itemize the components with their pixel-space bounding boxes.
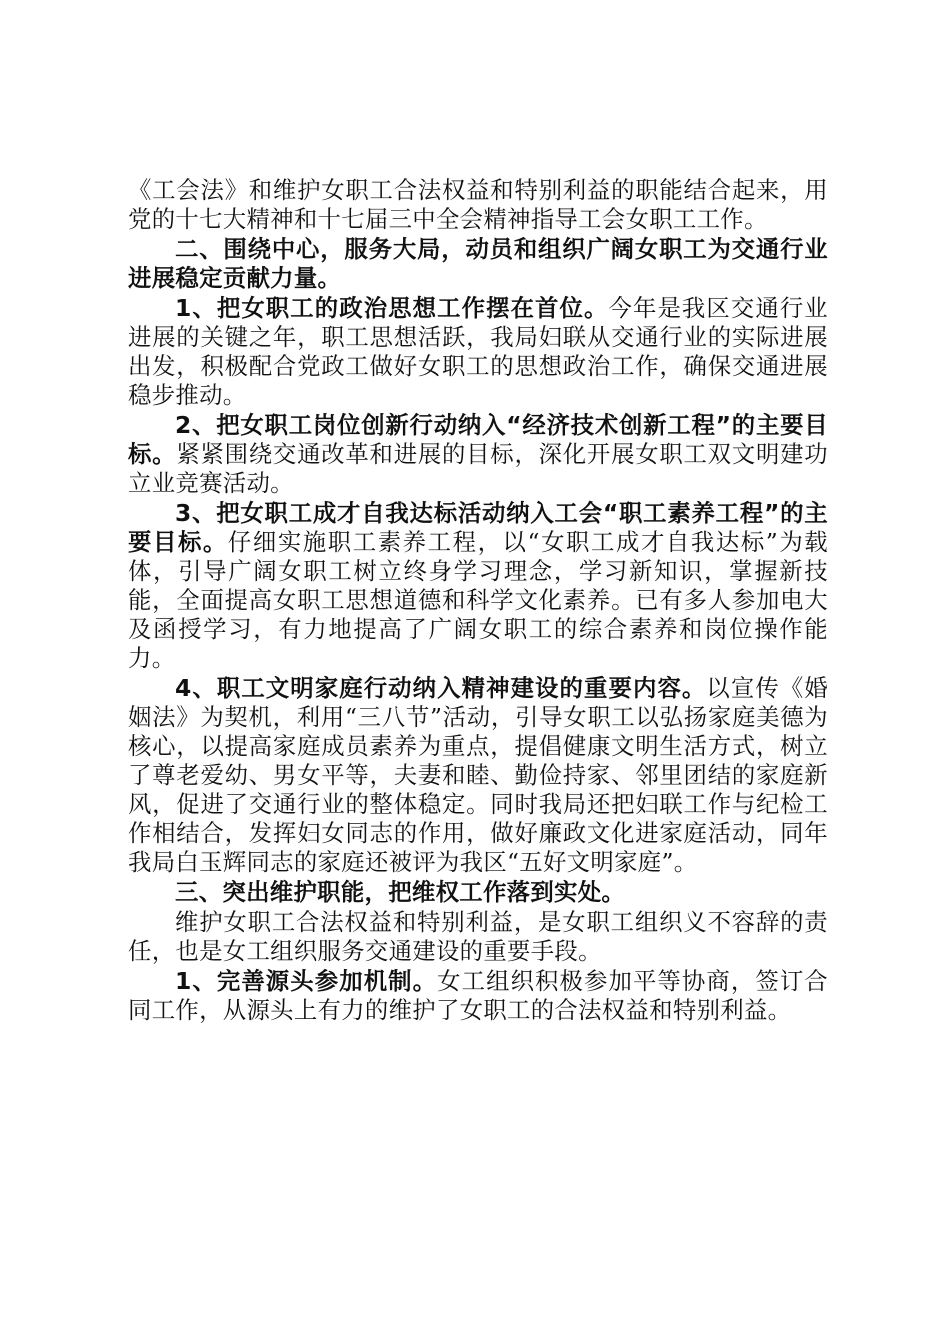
section-heading-two	[128, 235, 828, 293]
paragraph-text: 紧紧围绕交通改革和进展的目标，深化开展女职工双文明建功立业竞赛活动。	[128, 440, 828, 497]
paragraph-text: 仔细实施职工素养工程，以“女职工成才自我达标”为载体，引导广阔女职工树立终身学习理念，学习新知识，掌握新技能，全面提高女职工思想道德和科学文化素养。已有多人参加电大及函授学习，有力地提高了广阔女职工的综合素养和岗位操作能力。	[128, 528, 828, 672]
paragraph-item-2-2	[128, 411, 828, 498]
paragraph-item-2-3	[128, 499, 828, 673]
paragraph-item-3-1	[128, 967, 828, 1025]
paragraph-heading: 4、职工文明家庭行动纳入精神建设的重要内容。	[175, 674, 707, 702]
paragraph-heading: 2、把女职工岗位创新行动纳入“经济技术创新工程”的主要目标。	[128, 411, 828, 468]
paragraph-intro-continuation	[128, 176, 828, 234]
document-body	[128, 176, 828, 1026]
section-heading-three	[128, 878, 828, 907]
paragraph-text: 《工会法》和维护女职工合法权益和特别利益的职能结合起来，用党的十七大精神和十七届三中全会精神指导工会女职工工作。	[128, 176, 828, 233]
paragraph-text: 维护女职工合法权益和特别利益，是女职工组织义不容辞的责任，也是女工组织服务交通建设的重要手段。	[128, 908, 828, 965]
paragraph-heading: 三、突出维护职能，把维权工作落到实处。	[175, 878, 626, 906]
paragraph-item-2-4	[128, 674, 828, 877]
paragraph-heading: 二、围绕中心，服务大局，动员和组织广阔女职工为交通行业进展稳定贡献力量。	[128, 235, 828, 292]
paragraph-heading: 3、把女职工成才自我达标活动纳入工会“职工素养工程”的主要目标。	[128, 499, 828, 556]
paragraph-section-three-body	[128, 908, 828, 966]
paragraph-text: 女工组织积极参加平等协商，签订合同工作，从源头上有力的维护了女职工的合法权益和特别利益。	[128, 967, 828, 1024]
paragraph-heading: 1、把女职工的政治思想工作摆在首位。	[175, 294, 609, 322]
paragraph-item-2-1	[128, 294, 828, 410]
paragraph-text: 今年是我区交通行业进展的关键之年，职工思想活跃，我局妇联从交通行业的实际进展出发，积极配合党政工做好女职工的思想政治工作，确保交通进展稳步推动。	[128, 294, 828, 409]
paragraph-heading: 1、完善源头参加机制。	[175, 967, 438, 995]
paragraph-text: 以宣传《婚姻法》为契机，利用“三八节”活动，引导女职工以弘扬家庭美德为核心，以提高家庭成员素养为重点，提倡健康文明生活方式，树立了尊老爱幼、男女平等，夫妻和睦、勤俭持家、邻里团结的家庭新风，促进了交通行业的整体稳定。同时我局还把妇联工作与纪检工作相结合，发挥妇女同志的作用，做好廉政文化进家庭活动，同年我局白玉辉同志的家庭还被评为我区“五好文明家庭”。	[128, 674, 829, 876]
